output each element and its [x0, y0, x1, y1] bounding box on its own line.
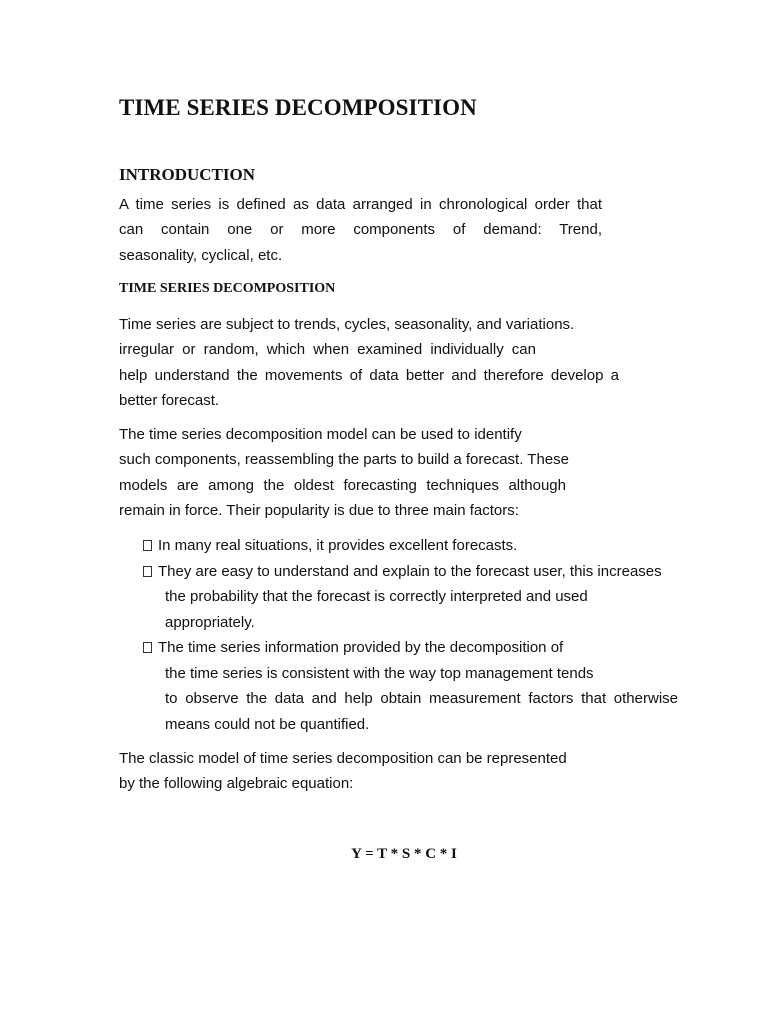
paragraph-line: The time series decomposition model can be used to identify	[119, 426, 522, 443]
list-item-text: They are easy to understand and explain to the forecast user, this increases	[158, 562, 662, 580]
paragraph-line: can contain one or more components of demand: Trend,	[119, 221, 602, 239]
paragraph-line: The classic model of time series decomposition can be represented	[119, 750, 567, 767]
list-item	[143, 559, 678, 636]
list-item-text: appropriately.	[165, 613, 255, 631]
paragraph-line: A time series is defined as data arranged in chronological order that	[119, 196, 602, 213]
paragraph-line: help understand the movements of data better and therefore develop a	[119, 366, 619, 384]
paragraph-line: models are among the oldest forecasting techniques although	[119, 476, 566, 494]
factors-list	[143, 533, 678, 737]
list-item-text: the time series is consistent with the way top management tends	[165, 664, 594, 682]
paragraph-line: such components, reassembling the parts to build a forecast. These	[119, 451, 569, 469]
paragraph-line: seasonality, cyclical, etc.	[119, 246, 283, 264]
list-item-text: The time series information provided by the decomposition of	[158, 639, 564, 656]
paragraph-line: better forecast.	[119, 391, 220, 409]
paragraph-components	[119, 312, 619, 413]
decomposition-equation: Y = T * S * C * I	[351, 846, 457, 862]
decomposition-subheading: TIME SERIES DECOMPOSITION	[119, 281, 336, 296]
list-item-text: In many real situations, it provides excellent forecasts.	[158, 537, 518, 554]
paragraph-line: remain in force. Their popularity is due to three main factors:	[119, 501, 519, 519]
list-item-text: the probability that the forecast is correctly interpreted and used	[165, 588, 588, 605]
list-item	[143, 635, 678, 737]
list-item-text: means could not be quantified.	[165, 715, 370, 733]
list-item-text: to observe the data and help obtain measurement factors that otherwise	[165, 690, 678, 707]
paragraph-model	[119, 422, 589, 523]
list-item	[143, 533, 678, 559]
paragraph-line: Time series are subject to trends, cycles, seasonality, and variations.	[119, 316, 575, 333]
empty-square-icon	[143, 566, 152, 577]
introduction-heading: INTRODUCTION	[119, 165, 256, 184]
empty-square-icon	[143, 540, 152, 551]
paragraph-line: irregular or random, which when examined individually can	[119, 341, 536, 359]
paragraph-line: by the following algebraic equation:	[119, 775, 354, 793]
empty-square-icon	[143, 642, 152, 653]
paragraph-classic-model	[119, 746, 589, 797]
document-title: TIME SERIES DECOMPOSITION	[119, 95, 477, 120]
introduction-paragraph	[119, 192, 602, 268]
